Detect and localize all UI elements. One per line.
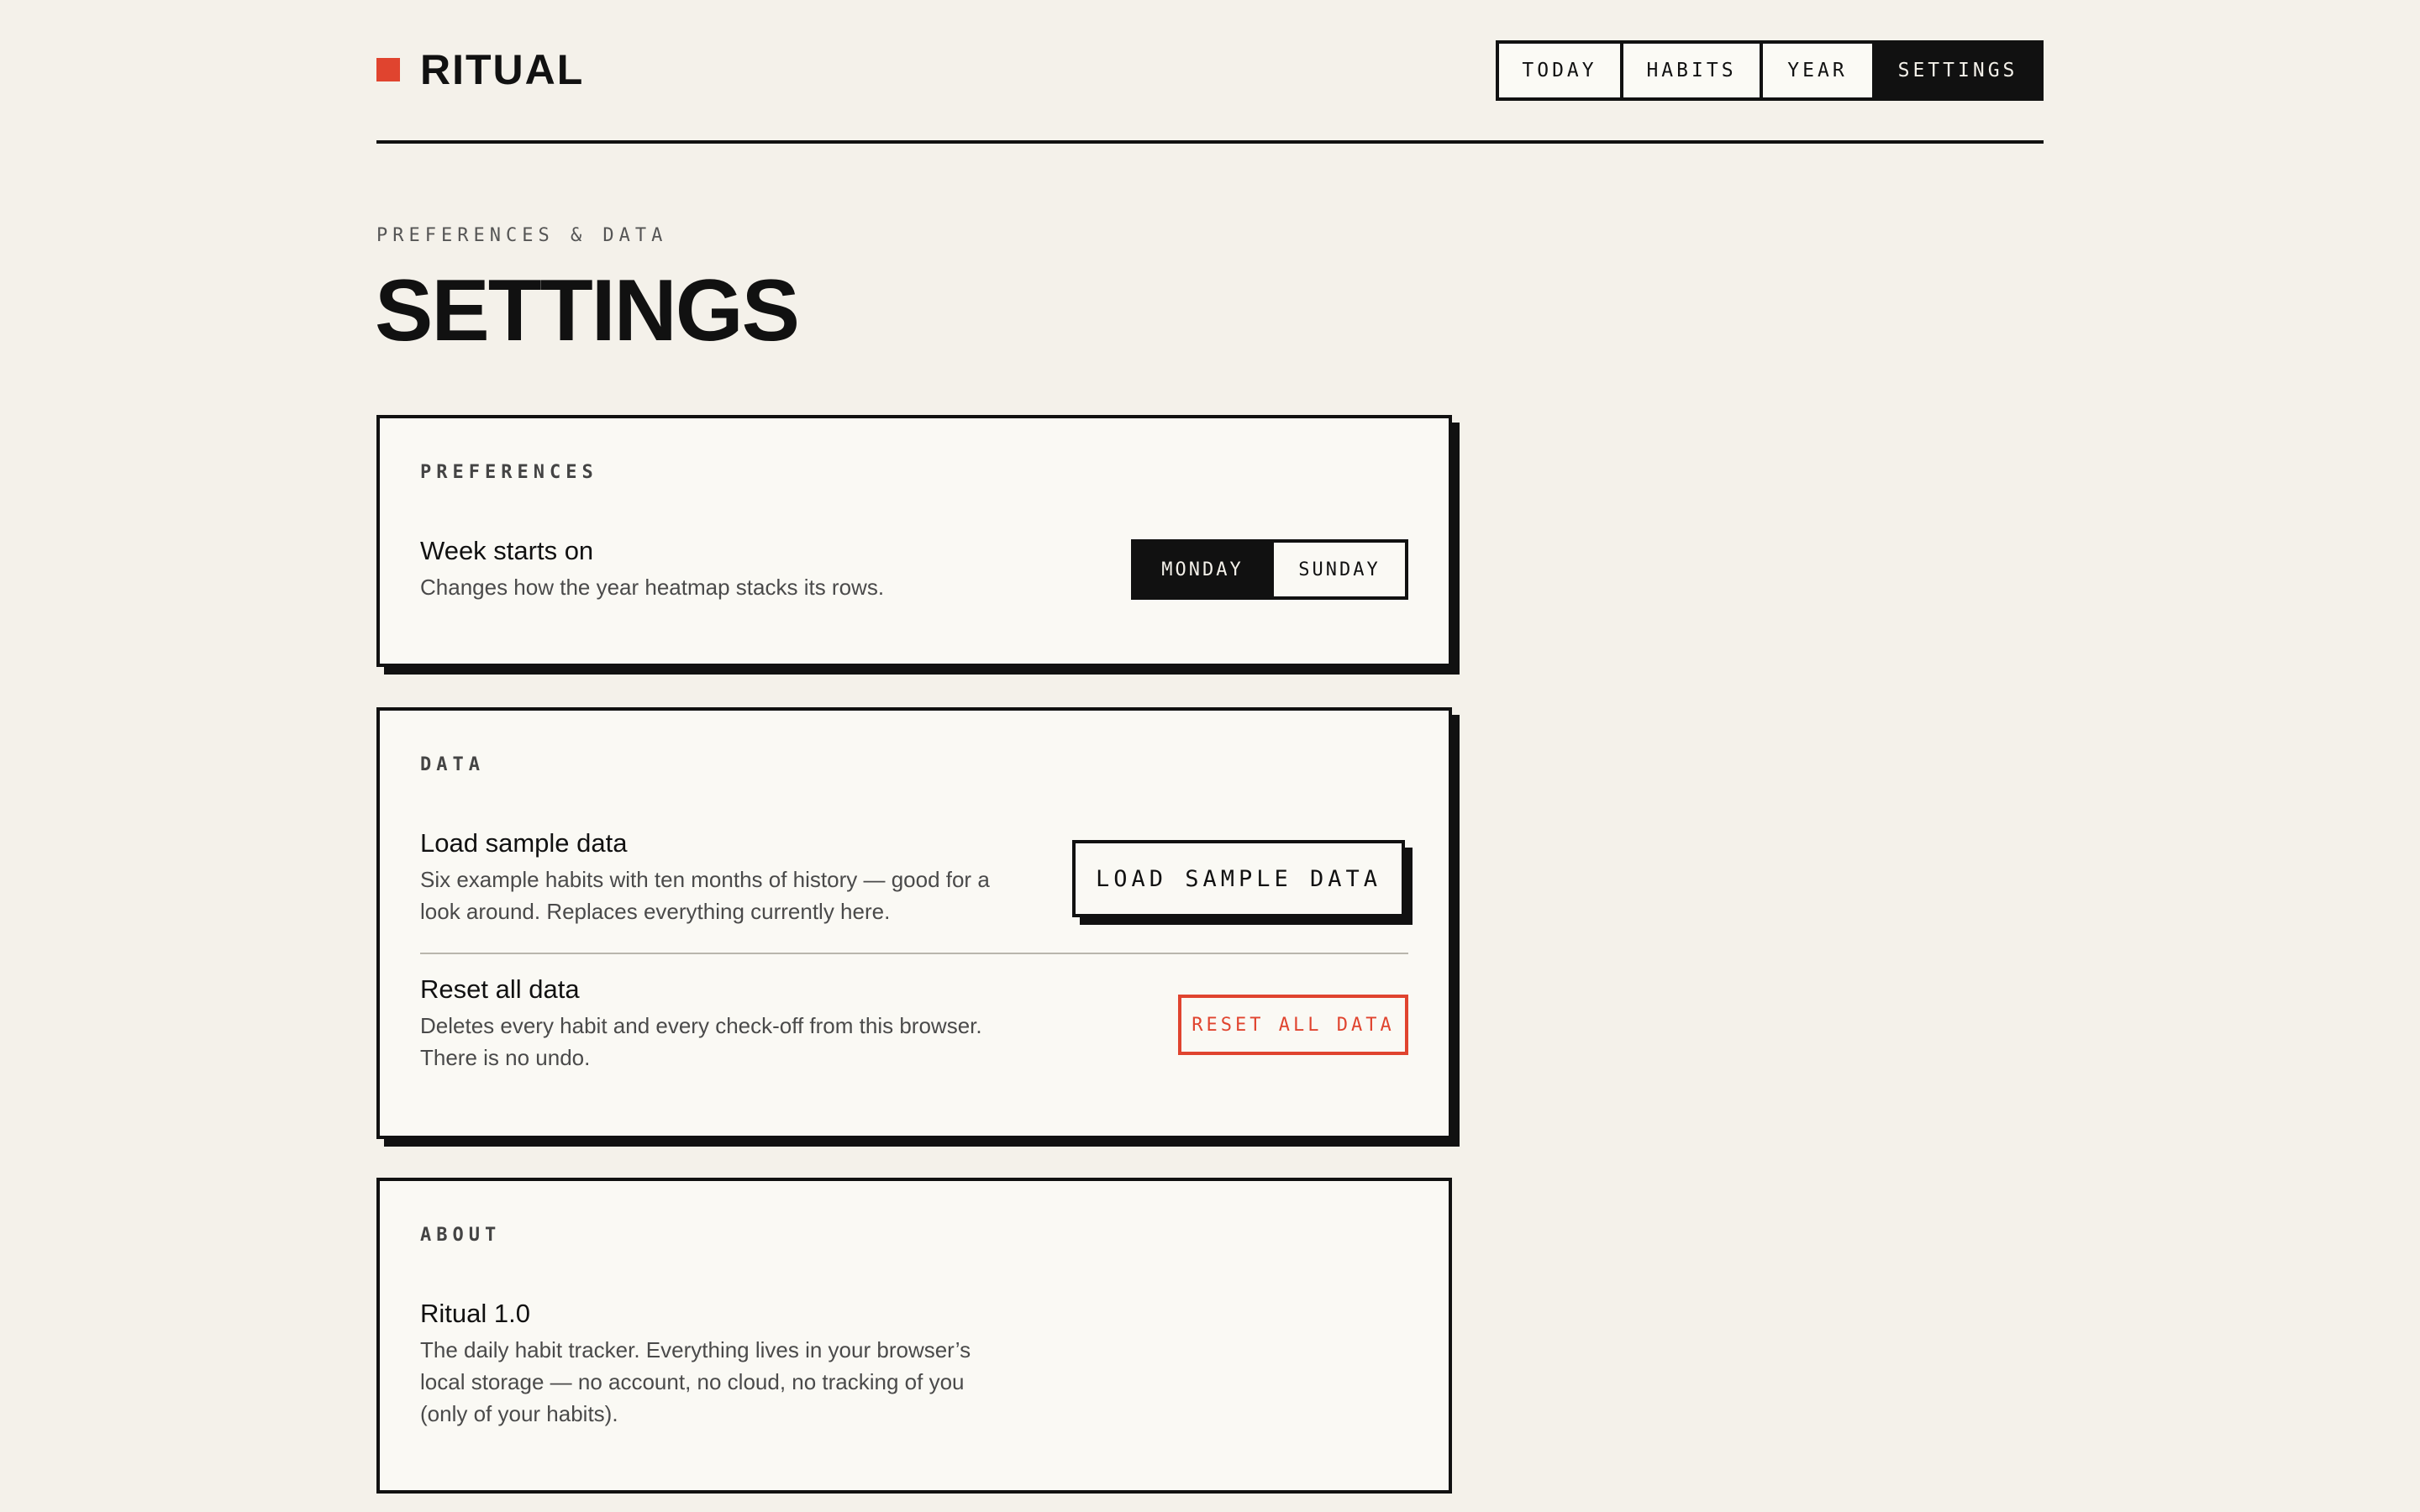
about-section-label: ABOUT [420, 1225, 502, 1246]
page-title: SETTINGS [375, 262, 799, 360]
brand-square-icon [376, 58, 400, 81]
week-start-sunday-option[interactable]: SUNDAY [1270, 543, 1405, 596]
data-section-label: DATA [420, 754, 485, 775]
reset-data-title: Reset all data [420, 974, 580, 1004]
preferences-card [376, 415, 1452, 667]
preferences-section-label: PREFERENCES [420, 462, 598, 483]
week-start-description: Changes how the year heatmap stacks its rows. [420, 575, 885, 600]
reset-data-description: Deletes every habit and every check-off from this browser. There is no undo. [420, 1013, 982, 1070]
main-nav [1496, 40, 2044, 101]
about-app-version: Ritual 1.0 [420, 1299, 530, 1328]
week-start-title: Week starts on [420, 536, 594, 565]
tab-today[interactable]: TODAY [1499, 44, 1623, 97]
row-divider [420, 953, 1408, 954]
about-card [376, 1178, 1452, 1494]
load-sample-description: Six example habits with ten months of history — good for a look around. Replaces everything currently here. [420, 867, 990, 924]
week-start-toggle [1131, 539, 1408, 600]
load-sample-data-button[interactable]: LOAD SAMPLE DATA [1072, 840, 1405, 917]
tab-settings[interactable]: SETTINGS [1876, 44, 2040, 97]
week-start-monday-option[interactable]: MONDAY [1134, 543, 1270, 596]
tab-habits[interactable]: HABITS [1623, 44, 1763, 97]
tab-year[interactable]: YEAR [1763, 44, 1876, 97]
page-eyebrow: PREFERENCES & DATA [376, 225, 668, 246]
app-header [376, 0, 2044, 144]
header-divider [376, 140, 2044, 144]
load-sample-title: Load sample data [420, 828, 628, 858]
app-name: RITUAL [420, 46, 585, 93]
data-card [376, 707, 1452, 1139]
about-description: The daily habit tracker. Everything lives in your browser’s local storage — no account, no cloud, no tracking of you (only of your habits). [420, 1337, 971, 1426]
brand[interactable] [376, 42, 584, 97]
reset-all-data-button[interactable]: RESET ALL DATA [1178, 995, 1408, 1055]
